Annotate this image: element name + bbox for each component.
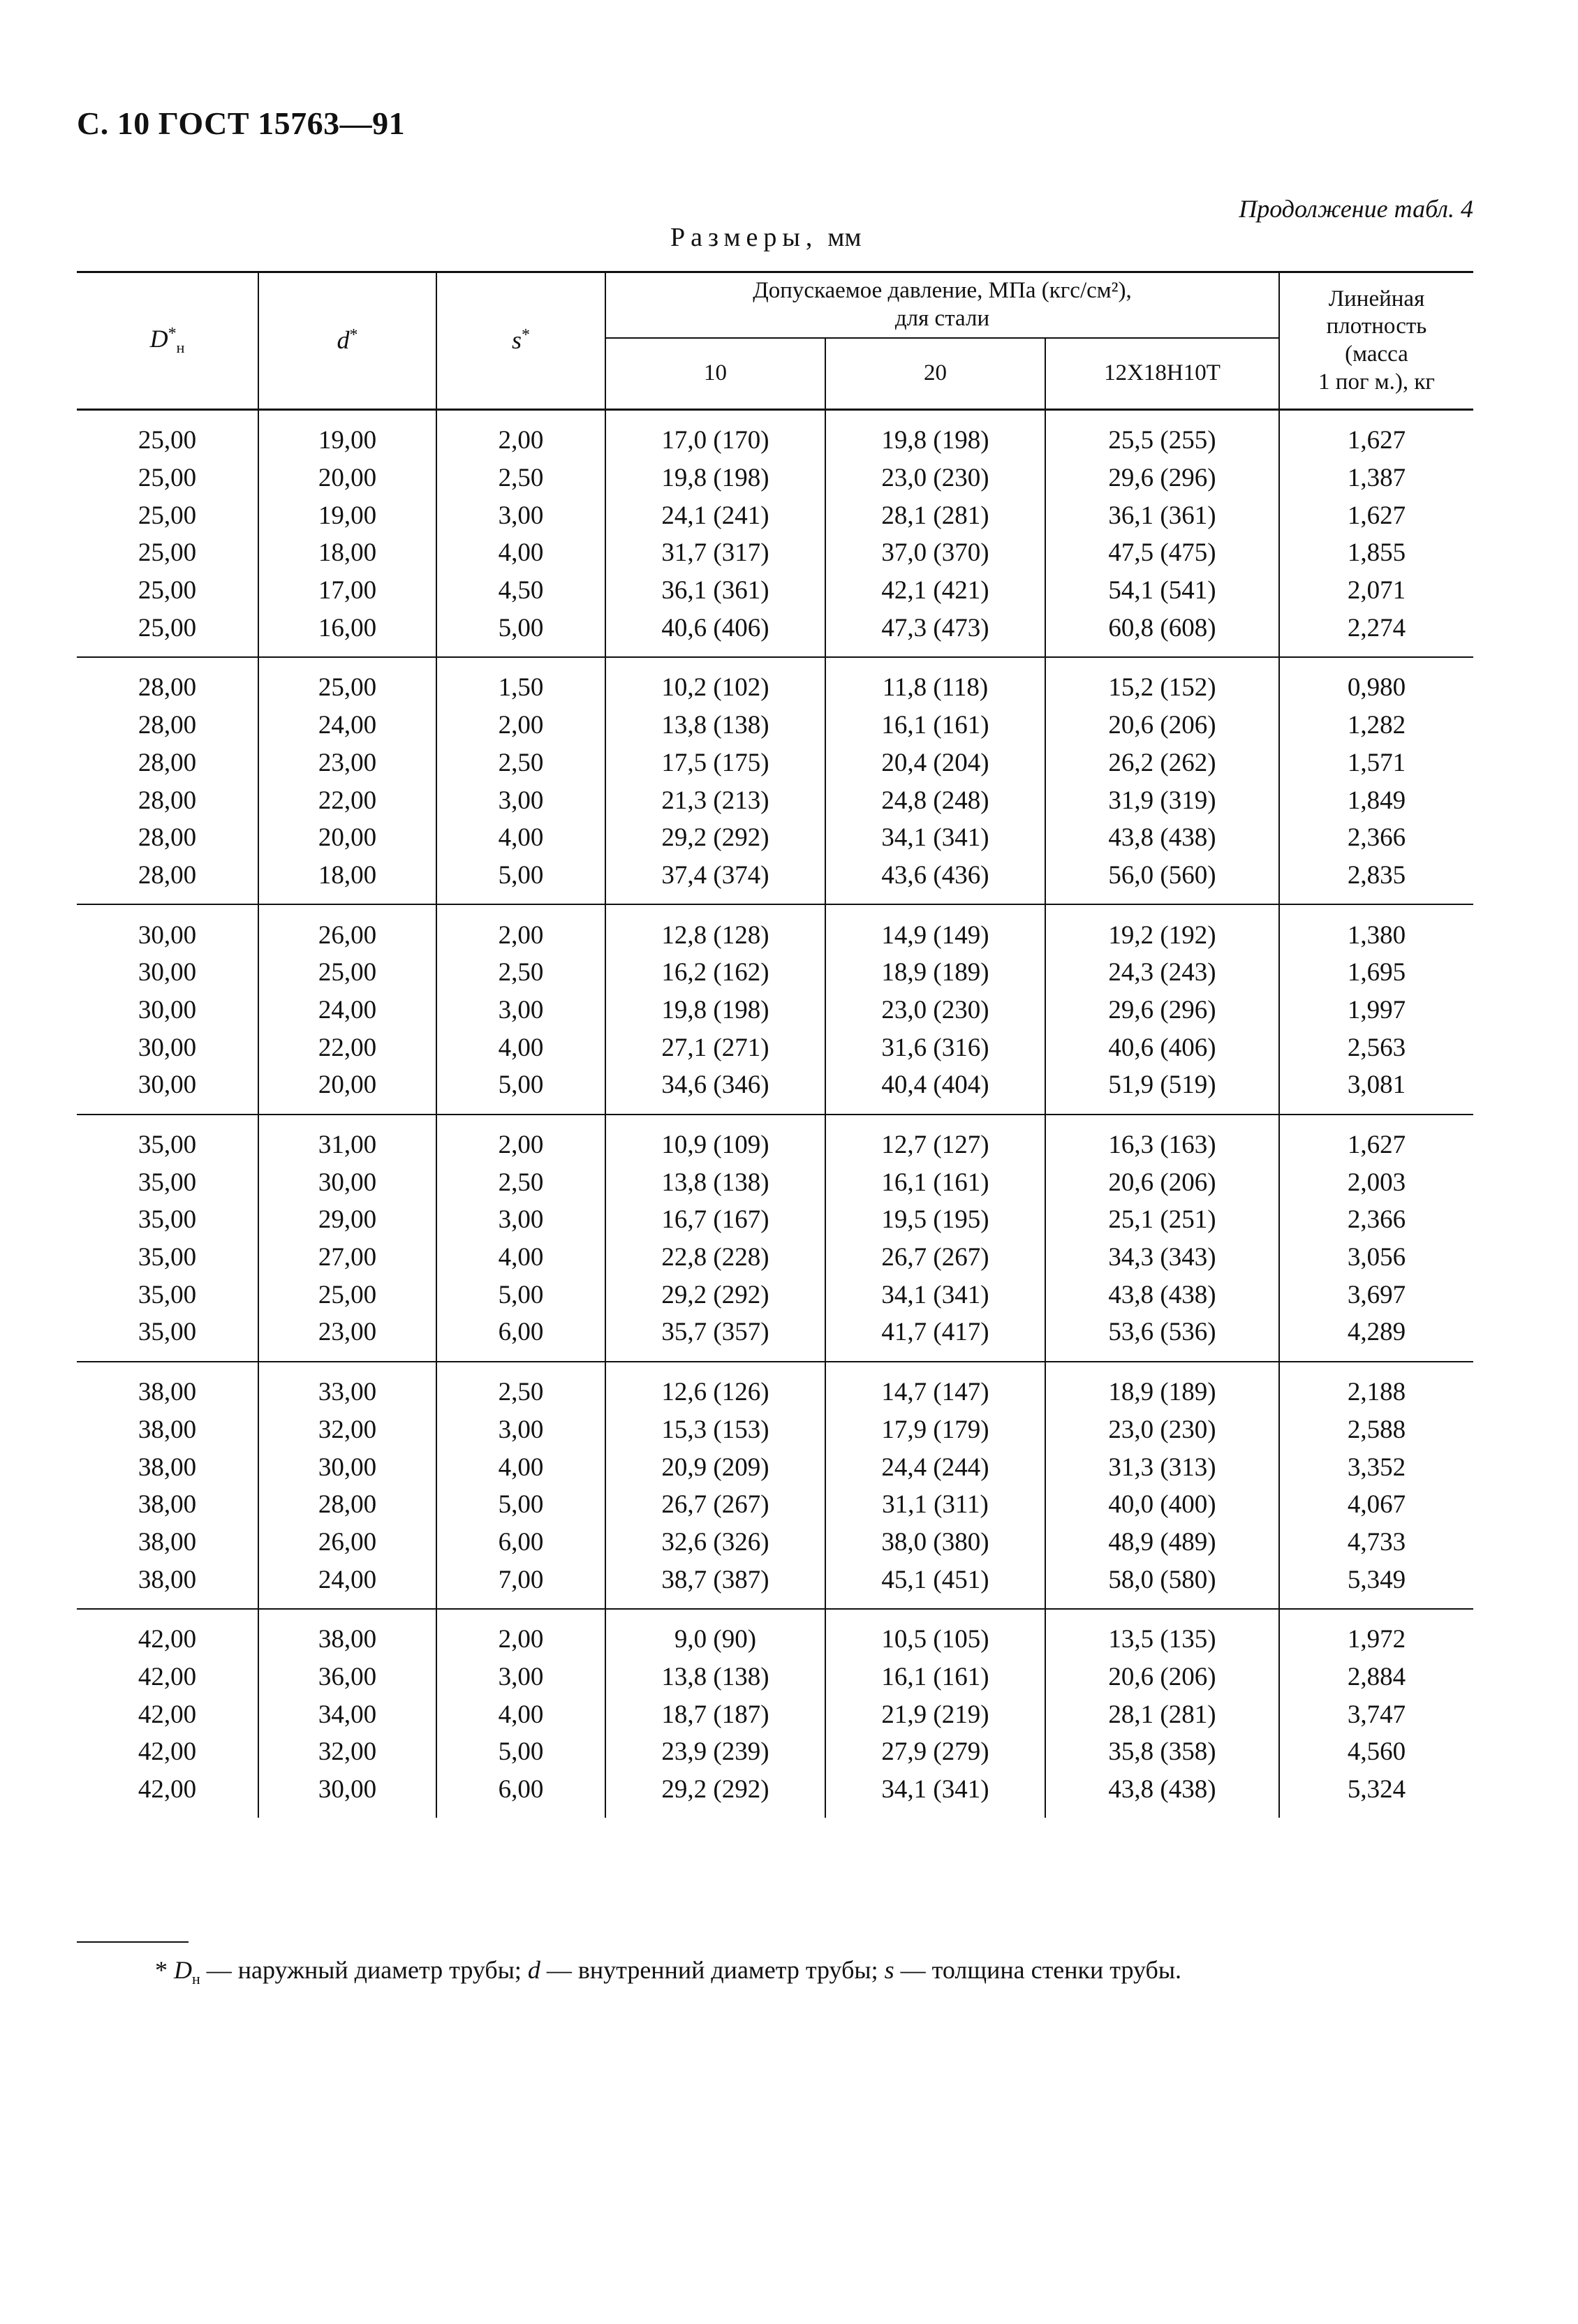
table-cell: 16,7 (167) [605,1201,825,1239]
table-cell: 5,00 [436,857,605,905]
table-cell: 43,8 (438) [1045,1771,1279,1818]
table-cell: 35,00 [138,1243,197,1272]
table-cell: 4,00 [436,534,605,572]
table-cell: 30,00 [258,1163,436,1201]
table-cell: 48,9 (489) [1045,1524,1279,1561]
table-cell: 20,00 [258,459,436,497]
table-row [77,1609,1473,1659]
table-row [77,1276,1473,1314]
table-cell: 18,00 [258,857,436,905]
table-cell: 38,00 [138,1527,197,1557]
table-cell: 1,282 [1279,707,1473,744]
table-cell: 27,1 (271) [605,1029,825,1066]
table-cell: 5,00 [436,1733,605,1771]
table-cell: 28,00 [138,673,197,703]
table-cell: 5,00 [436,1276,605,1314]
table-row [77,1411,1473,1449]
table-group [77,410,1473,658]
table-cell: 38,00 [138,1415,197,1444]
table-cell: 25,00 [258,1276,436,1314]
table-cell: 12,8 (128) [605,904,825,954]
table-cell: 37,0 (370) [825,534,1045,572]
table-cell: 1,387 [1279,459,1473,497]
table-cell: 28,1 (281) [1045,1696,1279,1733]
table-cell: 38,7 (387) [605,1561,825,1609]
table-cell: 36,1 (361) [1045,497,1279,534]
table-cell: 16,1 (161) [825,1163,1045,1201]
header-inner-diameter: d* [258,272,436,410]
table-cell: 38,0 (380) [825,1524,1045,1561]
table-cell: 0,980 [1279,657,1473,707]
table-cell: 19,00 [258,497,436,534]
table-cell: 1,695 [1279,954,1473,992]
table-cell: 35,00 [138,1205,197,1235]
table-row [77,657,1473,707]
table-row [77,609,1473,657]
table-cell: 60,8 (608) [1045,609,1279,657]
table-cell: 19,8 (198) [605,459,825,497]
table-cell: 21,3 (213) [605,781,825,819]
table-cell: 35,00 [138,1280,197,1309]
table-cell: 24,00 [258,1561,436,1609]
table-cell: 29,00 [258,1201,436,1239]
table-cell: 13,8 (138) [605,1659,825,1696]
table-cell: 5,00 [436,609,605,657]
table-cell: 4,50 [436,572,605,610]
table-cell: 19,00 [258,410,436,459]
table-cell: 47,5 (475) [1045,534,1279,572]
table-cell: 2,50 [436,1362,605,1411]
table-cell: 42,00 [138,1662,197,1691]
table-cell: 4,00 [436,819,605,857]
footnote-rule [77,1941,189,1943]
table-cell: 2,835 [1279,857,1473,905]
table-cell: 2,00 [436,904,605,954]
table-cell: 25,00 [138,464,197,493]
table-cell: 13,8 (138) [605,707,825,744]
table-group [77,1362,1473,1609]
table-cell: 54,1 (541) [1045,572,1279,610]
table-continuation-label: Продолжение табл. 4 [1239,195,1473,223]
table-cell: 24,00 [258,707,436,744]
table-cell: 43,8 (438) [1045,819,1279,857]
table-cell: 25,5 (255) [1045,410,1279,459]
table-cell: 3,081 [1279,1066,1473,1115]
table-cell: 29,6 (296) [1045,992,1279,1029]
header-wall-thickness: s* [436,272,605,410]
table-cell: 38,00 [138,1452,197,1482]
table-cell: 38,00 [138,1565,197,1594]
table-cell: 28,00 [258,1486,436,1524]
table-cell: 30,00 [138,920,197,950]
table-cell: 25,00 [138,613,197,642]
table-cell: 23,00 [258,744,436,782]
units-word: Размеры, [670,223,818,252]
table-cell: 40,6 (406) [1045,1029,1279,1066]
page-header: С. 10 ГОСТ 15763—91 [77,105,406,141]
table-cell: 42,1 (421) [825,572,1045,610]
table-cell: 25,00 [138,426,197,455]
table-cell: 32,6 (326) [605,1524,825,1561]
table-cell: 23,0 (230) [1045,1411,1279,1449]
table-cell: 16,1 (161) [825,1659,1045,1696]
table-cell: 2,188 [1279,1362,1473,1411]
table-cell: 2,50 [436,1163,605,1201]
table-row [77,992,1473,1029]
table-cell: 38,00 [138,1378,197,1407]
table-cell: 4,733 [1279,1524,1473,1561]
table-cell: 19,8 (198) [825,410,1045,459]
table-cell: 19,5 (195) [825,1201,1045,1239]
table-cell: 36,1 (361) [605,572,825,610]
table-cell: 14,7 (147) [825,1362,1045,1411]
table-cell: 16,00 [258,609,436,657]
table-cell: 2,00 [436,410,605,459]
table-cell: 16,2 (162) [605,954,825,992]
table-cell: 42,00 [138,1737,197,1767]
table-cell: 23,0 (230) [825,992,1045,1029]
pipe-dimensions-table [77,271,1473,1818]
table-row [77,1486,1473,1524]
table-cell: 34,6 (346) [605,1066,825,1115]
table-cell: 28,00 [138,748,197,777]
table-cell: 17,0 (170) [605,410,825,459]
table-cell: 21,9 (219) [825,1696,1045,1733]
table-cell: 19,8 (198) [605,992,825,1029]
units-caption [670,222,862,253]
table-cell: 40,4 (404) [825,1066,1045,1115]
table-cell: 2,274 [1279,609,1473,657]
table-row [77,1696,1473,1733]
table-cell: 4,560 [1279,1733,1473,1771]
table-cell: 18,00 [258,534,436,572]
table-cell: 53,6 (536) [1045,1314,1279,1362]
table-row [77,1771,1473,1818]
table-cell: 26,7 (267) [825,1239,1045,1277]
table-cell: 10,5 (105) [825,1609,1045,1659]
table-cell: 42,00 [138,1625,197,1654]
table-cell: 4,289 [1279,1314,1473,1362]
table-cell: 5,349 [1279,1561,1473,1609]
table-row [77,707,1473,744]
table-cell: 25,1 (251) [1045,1201,1279,1239]
table-cell: 6,00 [436,1314,605,1362]
table-cell: 1,571 [1279,744,1473,782]
table-cell: 11,8 (118) [825,657,1045,707]
table-cell: 42,00 [138,1700,197,1729]
table-cell: 16,1 (161) [825,707,1045,744]
table-cell: 29,6 (296) [1045,459,1279,497]
table-cell: 18,9 (189) [825,954,1045,992]
header-linear-density: Линейная плотность (масса 1 пог м.), кг [1279,272,1473,410]
table-cell: 1,627 [1279,410,1473,459]
table-cell: 34,1 (341) [825,1276,1045,1314]
table-cell: 2,50 [436,459,605,497]
table-cell: 23,0 (230) [825,459,1045,497]
table-cell: 34,1 (341) [825,1771,1045,1818]
table-cell: 35,00 [138,1131,197,1160]
table-cell: 4,00 [436,1239,605,1277]
units-unit: мм [827,223,862,252]
table-cell: 30,00 [138,958,197,987]
table-cell: 27,9 (279) [825,1733,1045,1771]
table-cell: 4,00 [436,1029,605,1066]
table-row [77,1524,1473,1561]
table-cell: 16,3 (163) [1045,1115,1279,1164]
table-cell: 24,1 (241) [605,497,825,534]
table-cell: 20,00 [258,1066,436,1115]
table-cell: 25,00 [138,538,197,568]
footnote: * $D_н$ — наружный диаметр трубы; d — внутренний диаметр трубы; s — толщина стенки трубы. [155,1956,1182,1987]
table-group [77,1115,1473,1362]
table-cell: 47,3 (473) [825,609,1045,657]
table-cell: 3,056 [1279,1239,1473,1277]
table-cell: 17,5 (175) [605,744,825,782]
table-cell: 23,9 (239) [605,1733,825,1771]
table-cell: 22,00 [258,1029,436,1066]
table-cell: 26,00 [258,1524,436,1561]
table-cell: 26,7 (267) [605,1486,825,1524]
table-cell: 2,366 [1279,1201,1473,1239]
table-cell: 36,00 [258,1659,436,1696]
table-cell: 35,00 [138,1168,197,1197]
header-outer-diameter: $D^*_н$ [149,325,185,357]
table-cell: 31,7 (317) [605,534,825,572]
table-cell: 30,00 [138,995,197,1024]
table-cell: 5,00 [436,1066,605,1115]
table-cell: 12,6 (126) [605,1362,825,1411]
table-cell: 28,1 (281) [825,497,1045,534]
table-cell: 34,1 (341) [825,819,1045,857]
table-cell: 20,00 [258,819,436,857]
table-cell: 20,6 (206) [1045,1659,1279,1696]
table-cell: 24,4 (244) [825,1448,1045,1486]
table-cell: 26,00 [258,904,436,954]
table-row [77,1362,1473,1411]
table-cell: 33,00 [258,1362,436,1411]
table-cell: 1,627 [1279,497,1473,534]
table-cell: 30,00 [258,1448,436,1486]
table-cell: 24,00 [258,992,436,1029]
table-row [77,904,1473,954]
table-row [77,572,1473,610]
table-row [77,1115,1473,1164]
table-row [77,1029,1473,1066]
table-cell: 31,3 (313) [1045,1448,1279,1486]
table-cell: 1,997 [1279,992,1473,1029]
header-steel-10: 10 [605,338,825,410]
table-cell: 30,00 [138,1033,197,1062]
table-cell: 35,00 [138,1318,197,1347]
table-cell: 24,8 (248) [825,781,1045,819]
table-cell: 29,2 (292) [605,1771,825,1818]
table-cell: 30,00 [138,1071,197,1100]
table-cell: 22,00 [258,781,436,819]
table-cell: 25,00 [258,657,436,707]
table-cell: 5,324 [1279,1771,1473,1818]
table-cell: 40,6 (406) [605,609,825,657]
table-row [77,1448,1473,1486]
table-cell: 40,0 (400) [1045,1486,1279,1524]
table-cell: 1,855 [1279,534,1473,572]
table-row [77,534,1473,572]
table-cell: 2,00 [436,1115,605,1164]
table-cell: 34,3 (343) [1045,1239,1279,1277]
table-cell: 35,8 (358) [1045,1733,1279,1771]
table-cell: 32,00 [258,1411,436,1449]
table-cell: 2,884 [1279,1659,1473,1696]
table-cell: 31,9 (319) [1045,781,1279,819]
table-cell: 2,003 [1279,1163,1473,1201]
table-row [77,1659,1473,1696]
table-row [77,1733,1473,1771]
table-cell: 38,00 [138,1490,197,1520]
table-cell: 43,6 (436) [825,857,1045,905]
table-cell: 1,972 [1279,1609,1473,1659]
table-cell: 15,2 (152) [1045,657,1279,707]
table-cell: 28,00 [138,823,197,853]
table-row [77,459,1473,497]
table-cell: 43,8 (438) [1045,1276,1279,1314]
table-cell: 29,2 (292) [605,819,825,857]
table-cell: 22,8 (228) [605,1239,825,1277]
table-cell: 3,00 [436,1201,605,1239]
table-cell: 2,50 [436,744,605,782]
table-row [77,1239,1473,1277]
table-cell: 20,4 (204) [825,744,1045,782]
table-cell: 4,00 [436,1448,605,1486]
table-cell: 25,00 [138,501,197,530]
table-cell: 3,00 [436,992,605,1029]
table-cell: 5,00 [436,1486,605,1524]
table-cell: 2,071 [1279,572,1473,610]
table-row [77,1201,1473,1239]
table-row [77,410,1473,459]
table-cell: 14,9 (149) [825,904,1045,954]
table-cell: 31,00 [258,1115,436,1164]
table-cell: 4,00 [436,1696,605,1733]
table-cell: 4,067 [1279,1486,1473,1524]
table-cell: 2,366 [1279,819,1473,857]
table-cell: 12,7 (127) [825,1115,1045,1164]
table-cell: 7,00 [436,1561,605,1609]
table-cell: 13,5 (135) [1045,1609,1279,1659]
table-cell: 56,0 (560) [1045,857,1279,905]
header-pressure-line1: Допускаемое давление, МПа (кгс/см²), [753,278,1132,304]
table-group [77,657,1473,904]
table-cell: 3,00 [436,1411,605,1449]
table-row [77,954,1473,992]
table-cell: 31,1 (311) [825,1486,1045,1524]
table-cell: 6,00 [436,1771,605,1818]
table-cell: 29,2 (292) [605,1276,825,1314]
table-cell: 10,9 (109) [605,1115,825,1164]
table-cell: 3,747 [1279,1696,1473,1733]
header-steel-12x18n10t: 12Х18Н10Т [1045,338,1279,410]
table-cell: 19,2 (192) [1045,904,1279,954]
table-cell: 2,00 [436,1609,605,1659]
table-cell: 25,00 [138,576,197,605]
table-cell: 3,00 [436,1659,605,1696]
table-cell: 2,563 [1279,1029,1473,1066]
header-allowable-pressure [605,272,1279,339]
table-cell: 28,00 [138,860,197,890]
table-cell: 20,6 (206) [1045,707,1279,744]
table-group [77,1609,1473,1818]
table-cell: 23,00 [258,1314,436,1362]
table-cell: 1,849 [1279,781,1473,819]
table-cell: 34,00 [258,1696,436,1733]
table-row [77,1561,1473,1609]
table-cell: 45,1 (451) [825,1561,1045,1609]
table-cell: 28,00 [138,786,197,815]
header-pressure-line2: для стали [894,306,990,331]
table-cell: 6,00 [436,1524,605,1561]
table-cell: 9,0 (90) [605,1609,825,1659]
table-cell: 41,7 (417) [825,1314,1045,1362]
table-row [77,1163,1473,1201]
table-cell: 1,627 [1279,1115,1473,1164]
table-cell: 58,0 (580) [1045,1561,1279,1609]
table-cell: 17,00 [258,572,436,610]
table-row [77,1314,1473,1362]
table-cell: 20,6 (206) [1045,1163,1279,1201]
table-cell: 28,00 [138,711,197,740]
table-cell: 42,00 [138,1775,197,1804]
table-cell: 37,4 (374) [605,857,825,905]
table-cell: 2,00 [436,707,605,744]
table-cell: 3,352 [1279,1448,1473,1486]
table-cell: 3,00 [436,497,605,534]
table-row [77,819,1473,857]
table-cell: 24,3 (243) [1045,954,1279,992]
table-row [77,781,1473,819]
table-cell: 1,380 [1279,904,1473,954]
table-cell: 20,9 (209) [605,1448,825,1486]
table-cell: 2,588 [1279,1411,1473,1449]
table-cell: 38,00 [258,1609,436,1659]
table-cell: 13,8 (138) [605,1163,825,1201]
table-cell: 25,00 [258,954,436,992]
table-row [77,857,1473,905]
table-cell: 1,50 [436,657,605,707]
table-cell: 18,9 (189) [1045,1362,1279,1411]
table-cell: 27,00 [258,1239,436,1277]
table-cell: 18,7 (187) [605,1696,825,1733]
table-cell: 26,2 (262) [1045,744,1279,782]
table-row [77,497,1473,534]
table-cell: 51,9 (519) [1045,1066,1279,1115]
table-cell: 35,7 (357) [605,1314,825,1362]
table-cell: 17,9 (179) [825,1411,1045,1449]
table-row [77,744,1473,782]
table-cell: 32,00 [258,1733,436,1771]
table-cell: 31,6 (316) [825,1029,1045,1066]
table-cell: 2,50 [436,954,605,992]
header-steel-20: 20 [825,338,1045,410]
table-cell: 30,00 [258,1771,436,1818]
table-row [77,1066,1473,1115]
table-group [77,904,1473,1114]
table-cell: 3,697 [1279,1276,1473,1314]
table-cell: 10,2 (102) [605,657,825,707]
table-cell: 3,00 [436,781,605,819]
table-cell: 15,3 (153) [605,1411,825,1449]
